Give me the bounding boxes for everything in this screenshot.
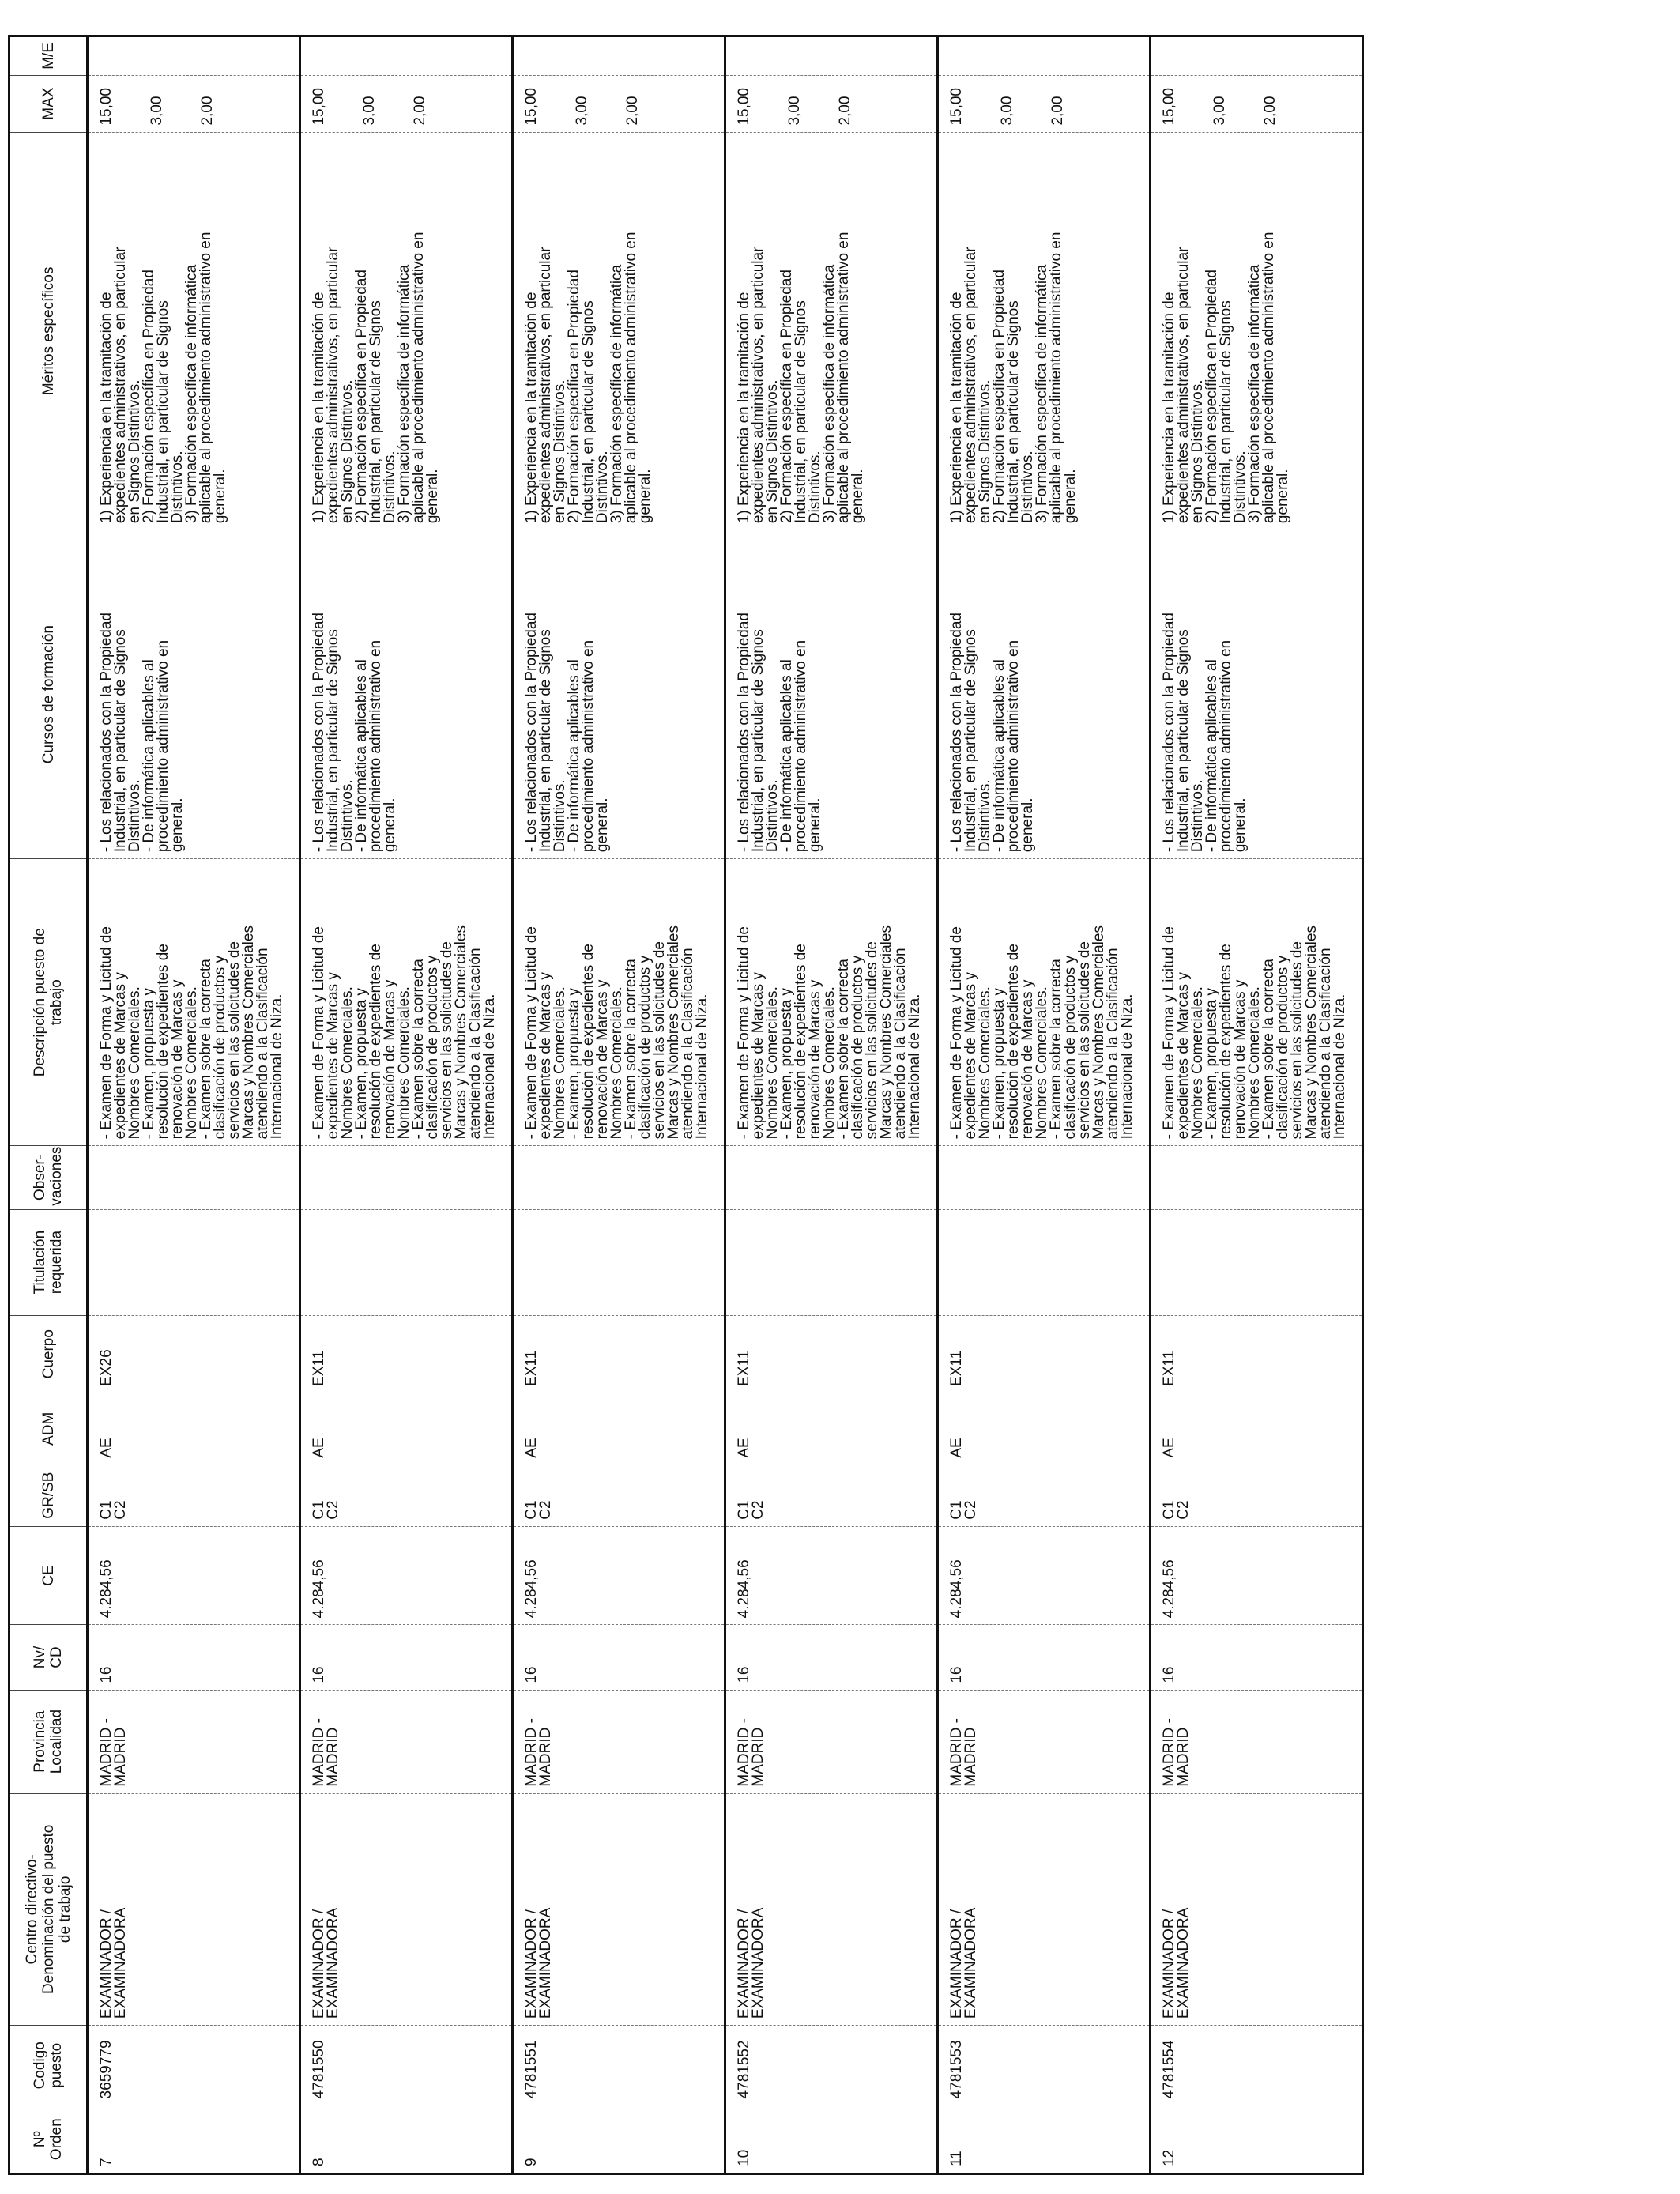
cell-ce: 4.284,56 bbox=[300, 1526, 513, 1625]
max-value: 2,00 bbox=[837, 96, 853, 126]
cell-denominacion: EXAMINADOR / EXAMINADORA bbox=[88, 1793, 300, 2026]
cell-cuerpo: EX11 bbox=[1151, 1315, 1363, 1393]
cell-denominacion: EXAMINADOR / EXAMINADORA bbox=[725, 1793, 938, 2026]
cell-titulacion bbox=[1151, 1209, 1363, 1315]
cell-adm: AE bbox=[1151, 1393, 1363, 1465]
cell-provincia: MADRID - MADRID bbox=[1151, 1690, 1363, 1793]
cell-provincia: MADRID - MADRID bbox=[300, 1690, 513, 1793]
cell-max bbox=[88, 75, 300, 132]
max-value: 15,00 bbox=[1161, 88, 1177, 126]
max-value: 2,00 bbox=[1262, 96, 1279, 126]
cell-orden: 12 bbox=[1151, 2105, 1363, 2174]
cell-codigo: 4781551 bbox=[513, 2026, 725, 2105]
cell-descripcion: - Examen de Forma y Licitud de expedientes de Marcas y Nombres Comerciales. - Examen, propuesta y resolución de expedientes de renovación de Marcas y Nombres Comerciales. - Examen sobre la correcta clasificación de productos y servicios en las solicitudes de Marcas y Nombres Comerciales atendiendo a la Clasificación Internacional de Niza. bbox=[513, 859, 725, 1146]
cell-meritos: 1) Experiencia en la tramitación de expedientes administrativos, en particular en Signos Distintivos. 2) Formación específica en Propiedad Industrial, en particular de Signos Distintivos. 3) Formación específica de informática aplicable al procedimiento administrativo en general. bbox=[938, 132, 1151, 530]
header-centro: Centro directivo- Denominación del puesto de trabajo bbox=[9, 1793, 88, 2026]
header-nivel: Nv/ CD bbox=[9, 1625, 88, 1690]
cell-denominacion: EXAMINADOR / EXAMINADORA bbox=[513, 1793, 725, 2026]
header-observaciones: Obser- vaciones bbox=[9, 1146, 88, 1209]
cell-meritos: 1) Experiencia en la tramitación de expedientes administrativos, en particular en Signos Distintivos. 2) Formación específica en Propiedad Industrial, en particular de Signos Distintivos. 3) Formación específica de informática aplicable al procedimiento administrativo en general. bbox=[88, 132, 300, 530]
cell-descripcion: - Examen de Forma y Licitud de expedientes de Marcas y Nombres Comerciales. - Examen, propuesta y resolución de expedientes de renovación de Marcas y Nombres Comerciales. - Examen sobre la correcta clasificación de productos y servicios en las solicitudes de Marcas y Nombres Comerciales atendiendo a la Clasificación Internacional de Niza. bbox=[725, 859, 938, 1146]
cell-cuerpo: EX11 bbox=[725, 1315, 938, 1393]
cell-codigo: 4781553 bbox=[938, 2026, 1151, 2105]
cell-grsb: C1 C2 bbox=[300, 1465, 513, 1526]
header-cursos: Cursos de formación bbox=[9, 530, 88, 859]
cell-codigo: 3659779 bbox=[88, 2026, 300, 2105]
cell-cuerpo: EX11 bbox=[938, 1315, 1151, 1393]
cell-max bbox=[300, 75, 513, 132]
max-value: 3,00 bbox=[574, 96, 590, 126]
cell-orden: 10 bbox=[725, 2105, 938, 2174]
cell-me bbox=[938, 36, 1151, 76]
cell-nivel: 16 bbox=[725, 1625, 938, 1690]
cell-ce: 4.284,56 bbox=[725, 1526, 938, 1625]
cell-descripcion: - Examen de Forma y Licitud de expedientes de Marcas y Nombres Comerciales. - Examen, propuesta y resolución de expedientes de renovación de Marcas y Nombres Comerciales. - Examen sobre la correcta clasificación de productos y servicios en las solicitudes de Marcas y Nombres Comerciales atendiendo a la Clasificación Internacional de Niza. bbox=[1151, 859, 1363, 1146]
cell-codigo: 4781554 bbox=[1151, 2026, 1363, 2105]
cell-max bbox=[725, 75, 938, 132]
cell-cursos: - Los relacionados con la Propiedad Industrial, en particular de Signos Distintivos. - De informática aplicables al procedimiento administrativo en general. bbox=[1151, 530, 1363, 859]
cell-cursos: - Los relacionados con la Propiedad Industrial, en particular de Signos Distintivos. - De informática aplicables al procedimiento administrativo en general. bbox=[300, 530, 513, 859]
max-value: 15,00 bbox=[311, 88, 327, 126]
header-codigo: Codigo puesto bbox=[9, 2026, 88, 2105]
max-value: 2,00 bbox=[199, 96, 216, 126]
header-meritos: Méritos específicos bbox=[9, 132, 88, 530]
cell-meritos: 1) Experiencia en la tramitación de expedientes administrativos, en particular en Signos Distintivos. 2) Formación específica en Propiedad Industrial, en particular de Signos Distintivos. 3) Formación específica de informática aplicable al procedimiento administrativo en general. bbox=[513, 132, 725, 530]
cell-observaciones bbox=[88, 1146, 300, 1209]
max-value: 2,00 bbox=[624, 96, 641, 126]
header-titulacion: Titulación requerida bbox=[9, 1209, 88, 1315]
cell-titulacion bbox=[938, 1209, 1151, 1315]
header-cuerpo: Cuerpo bbox=[9, 1315, 88, 1393]
table-row bbox=[300, 36, 513, 2174]
cell-grsb: C1 C2 bbox=[513, 1465, 725, 1526]
cell-descripcion: - Examen de Forma y Licitud de expedientes de Marcas y Nombres Comerciales. - Examen, propuesta y resolución de expedientes de renovación de Marcas y Nombres Comerciales. - Examen sobre la correcta clasificación de productos y servicios en las solicitudes de Marcas y Nombres Comerciales atendiendo a la Clasificación Internacional de Niza. bbox=[88, 859, 300, 1146]
cell-provincia: MADRID - MADRID bbox=[513, 1690, 725, 1793]
cell-grsb: C1 C2 bbox=[725, 1465, 938, 1526]
cell-nivel: 16 bbox=[88, 1625, 300, 1690]
cell-grsb: C1 C2 bbox=[1151, 1465, 1363, 1526]
cell-me bbox=[1151, 36, 1363, 76]
cell-provincia: MADRID - MADRID bbox=[88, 1690, 300, 1793]
header-orden: Nº Orden bbox=[9, 2105, 88, 2174]
max-value: 2,00 bbox=[1049, 96, 1066, 126]
cell-me bbox=[725, 36, 938, 76]
cell-provincia: MADRID - MADRID bbox=[938, 1690, 1151, 1793]
cell-adm: AE bbox=[938, 1393, 1151, 1465]
table-row bbox=[1151, 36, 1363, 2174]
cell-ce: 4.284,56 bbox=[513, 1526, 725, 1625]
cell-cursos: - Los relacionados con la Propiedad Industrial, en particular de Signos Distintivos. - De informática aplicables al procedimiento administrativo en general. bbox=[513, 530, 725, 859]
cell-denominacion: EXAMINADOR / EXAMINADORA bbox=[300, 1793, 513, 2026]
cell-provincia: MADRID - MADRID bbox=[725, 1690, 938, 1793]
max-value: 3,00 bbox=[999, 96, 1015, 126]
header-descripcion: Descripción puesto de trabajo bbox=[9, 859, 88, 1146]
cell-ce: 4.284,56 bbox=[938, 1526, 1151, 1625]
cell-adm: AE bbox=[88, 1393, 300, 1465]
cell-cuerpo: EX26 bbox=[88, 1315, 300, 1393]
cell-meritos: 1) Experiencia en la tramitación de expedientes administrativos, en particular en Signos Distintivos. 2) Formación específica en Propiedad Industrial, en particular de Signos Distintivos. 3) Formación específica de informática aplicable al procedimiento administrativo en general. bbox=[300, 132, 513, 530]
table-row bbox=[938, 36, 1151, 2174]
header-grsb: GR/SB bbox=[9, 1465, 88, 1526]
cell-observaciones bbox=[300, 1146, 513, 1209]
cell-descripcion: - Examen de Forma y Licitud de expedientes de Marcas y Nombres Comerciales. - Examen, propuesta y resolución de expedientes de renovación de Marcas y Nombres Comerciales. - Examen sobre la correcta clasificación de productos y servicios en las solicitudes de Marcas y Nombres Comerciales atendiendo a la Clasificación Internacional de Niza. bbox=[938, 859, 1151, 1146]
cell-max bbox=[938, 75, 1151, 132]
header-adm: ADM bbox=[9, 1393, 88, 1465]
cell-codigo: 4781550 bbox=[300, 2026, 513, 2105]
cell-me bbox=[513, 36, 725, 76]
header-max: MAX bbox=[9, 75, 88, 132]
cell-nivel: 16 bbox=[300, 1625, 513, 1690]
max-value: 3,00 bbox=[1211, 96, 1228, 126]
cell-adm: AE bbox=[725, 1393, 938, 1465]
cell-cuerpo: EX11 bbox=[300, 1315, 513, 1393]
cell-ce: 4.284,56 bbox=[1151, 1526, 1363, 1625]
cell-observaciones bbox=[513, 1146, 725, 1209]
cell-adm: AE bbox=[513, 1393, 725, 1465]
cell-grsb: C1 C2 bbox=[938, 1465, 1151, 1526]
cell-denominacion: EXAMINADOR / EXAMINADORA bbox=[1151, 1793, 1363, 2026]
max-value: 3,00 bbox=[786, 96, 803, 126]
cell-nivel: 16 bbox=[938, 1625, 1151, 1690]
table-row bbox=[513, 36, 725, 2174]
cell-orden: 7 bbox=[88, 2105, 300, 2174]
job-positions-table bbox=[8, 35, 1364, 2175]
max-value: 15,00 bbox=[523, 88, 540, 126]
max-value: 15,00 bbox=[736, 88, 752, 126]
cell-nivel: 16 bbox=[513, 1625, 725, 1690]
cell-nivel: 16 bbox=[1151, 1625, 1363, 1690]
cell-titulacion bbox=[300, 1209, 513, 1315]
cell-orden: 9 bbox=[513, 2105, 725, 2174]
cell-cursos: - Los relacionados con la Propiedad Industrial, en particular de Signos Distintivos. - De informática aplicables al procedimiento administrativo en general. bbox=[725, 530, 938, 859]
cell-cursos: - Los relacionados con la Propiedad Industrial, en particular de Signos Distintivos. - De informática aplicables al procedimiento administrativo en general. bbox=[88, 530, 300, 859]
max-value: 2,00 bbox=[412, 96, 428, 126]
cell-titulacion bbox=[513, 1209, 725, 1315]
cell-meritos: 1) Experiencia en la tramitación de expedientes administrativos, en particular en Signos Distintivos. 2) Formación específica en Propiedad Industrial, en particular de Signos Distintivos. 3) Formación específica de informática aplicable al procedimiento administrativo en general. bbox=[1151, 132, 1363, 530]
table-row bbox=[88, 36, 300, 2174]
cell-descripcion: - Examen de Forma y Licitud de expedientes de Marcas y Nombres Comerciales. - Examen, propuesta y resolución de expedientes de renovación de Marcas y Nombres Comerciales. - Examen sobre la correcta clasificación de productos y servicios en las solicitudes de Marcas y Nombres Comerciales atendiendo a la Clasificación Internacional de Niza. bbox=[300, 859, 513, 1146]
header-row bbox=[9, 36, 88, 2174]
cell-cuerpo: EX11 bbox=[513, 1315, 725, 1393]
cell-titulacion bbox=[725, 1209, 938, 1315]
cell-me bbox=[300, 36, 513, 76]
cell-max bbox=[1151, 75, 1363, 132]
cell-cursos: - Los relacionados con la Propiedad Industrial, en particular de Signos Distintivos. - De informática aplicables al procedimiento administrativo en general. bbox=[938, 530, 1151, 859]
cell-observaciones bbox=[1151, 1146, 1363, 1209]
max-value: 3,00 bbox=[149, 96, 165, 126]
cell-grsb: C1 C2 bbox=[88, 1465, 300, 1526]
cell-codigo: 4781552 bbox=[725, 2026, 938, 2105]
cell-denominacion: EXAMINADOR / EXAMINADORA bbox=[938, 1793, 1151, 2026]
table-row bbox=[725, 36, 938, 2174]
cell-adm: AE bbox=[300, 1393, 513, 1465]
header-provincia: Provincia Localidad bbox=[9, 1690, 88, 1793]
header-ce: CE bbox=[9, 1526, 88, 1625]
cell-max bbox=[513, 75, 725, 132]
max-value: 15,00 bbox=[98, 88, 115, 126]
cell-me bbox=[88, 36, 300, 76]
cell-orden: 8 bbox=[300, 2105, 513, 2174]
cell-ce: 4.284,56 bbox=[88, 1526, 300, 1625]
cell-orden: 11 bbox=[938, 2105, 1151, 2174]
cell-meritos: 1) Experiencia en la tramitación de expedientes administrativos, en particular en Signos Distintivos. 2) Formación específica en Propiedad Industrial, en particular de Signos Distintivos. 3) Formación específica de informática aplicable al procedimiento administrativo en general. bbox=[725, 132, 938, 530]
cell-observaciones bbox=[938, 1146, 1151, 1209]
max-value: 3,00 bbox=[361, 96, 378, 126]
cell-titulacion bbox=[88, 1209, 300, 1315]
header-me: M/E bbox=[9, 36, 88, 76]
max-value: 15,00 bbox=[948, 88, 965, 126]
cell-observaciones bbox=[725, 1146, 938, 1209]
